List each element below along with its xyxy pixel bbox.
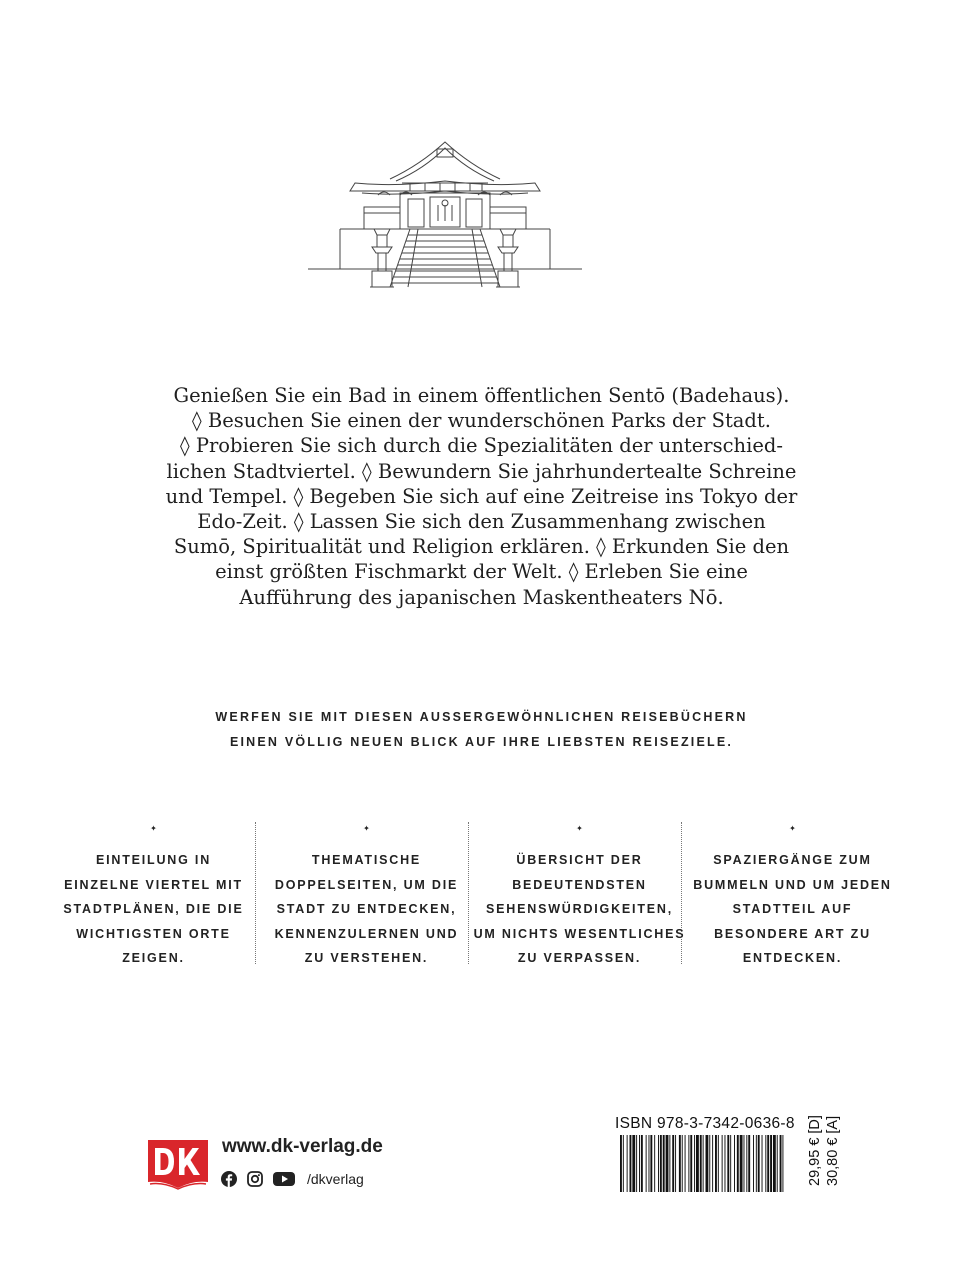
description-line: Aufführung des japanischen Maskentheaters Nō.: [239, 585, 724, 609]
barcode-bar: [658, 1135, 659, 1192]
barcode-bar: [641, 1135, 643, 1192]
feature-column-sights: [473, 820, 686, 970]
dotted-divider: [255, 822, 256, 964]
barcode-bar: [718, 1135, 719, 1192]
barcode-bar: [636, 1135, 637, 1192]
barcode-bar: [758, 1135, 760, 1192]
barcode-bar: [722, 1135, 723, 1192]
feature-line: EINZELNE VIERTEL MIT: [64, 877, 243, 892]
barcode-bar: [762, 1135, 763, 1192]
barcode-bar: [737, 1135, 739, 1192]
barcode-bar: [649, 1135, 650, 1192]
social-handle[interactable]: /dkverlag: [307, 1171, 364, 1187]
isbn-barcode: [620, 1135, 785, 1192]
feature-line: ENTDECKEN.: [742, 951, 843, 965]
feature-text: [47, 848, 260, 971]
feature-line: WICHTIGSTEN ORTE: [76, 926, 231, 941]
barcode-bar: [709, 1135, 710, 1192]
dk-logo: [146, 1138, 210, 1190]
feature-line: SPAZIERGÄNGE ZUM: [713, 853, 872, 867]
feature-line: EINTEILUNG IN: [95, 853, 212, 867]
feature-line: BESONDERE ART ZU: [714, 926, 871, 941]
barcode-bar: [639, 1135, 640, 1192]
dotted-divider: [468, 822, 469, 964]
feature-line: STADT ZU ENTDECKEN,: [276, 902, 457, 916]
feature-line: KENNENZULERNEN UND: [274, 926, 459, 941]
barcode-bar: [756, 1135, 757, 1192]
description-line: einst größten Fischmarkt der Welt. ◊ Erleben Sie eine: [215, 560, 748, 584]
star-icon: ✦: [576, 824, 583, 833]
tagline-line: EINEN VÖLLIG NEUEN BLICK AUF IHRE LIEBSTEN REISEZIELE.: [229, 735, 734, 749]
barcode-bar: [679, 1135, 681, 1192]
barcode-bar: [623, 1135, 624, 1192]
description-text: [150, 383, 813, 610]
feature-line: SEHENSWÜRDIGKEITEN,: [486, 902, 673, 916]
barcode-bar: [748, 1135, 750, 1192]
barcode-bar: [753, 1135, 754, 1192]
description-line: lichen Stadtviertel. ◊ Bewundern Sie jahrhundertealte Schreine: [166, 459, 797, 483]
feature-column-walks: [686, 820, 899, 970]
barcode-bar: [706, 1135, 709, 1192]
barcode-bar: [632, 1135, 635, 1192]
feature-line: ZU VERSTEHEN.: [304, 951, 429, 965]
barcode-bar: [767, 1135, 769, 1192]
star-icon: ✦: [150, 824, 157, 833]
feature-line: ZU VERPASSEN.: [517, 951, 642, 965]
description-line: ◊ Besuchen Sie einen der wunderschönen Parks der Stadt.: [192, 409, 771, 433]
barcode-bar: [712, 1135, 713, 1192]
feature-line: ÜBERSICHT DER: [516, 853, 643, 867]
barcode-bar: [725, 1135, 726, 1192]
barcode-bar: [740, 1135, 743, 1192]
star-icon: ✦: [363, 824, 370, 833]
feature-line: STADTPLÄNEN, DIE DIE: [63, 902, 244, 916]
barcode-bar: [630, 1135, 632, 1192]
website-link[interactable]: www.dk-verlag.de: [222, 1136, 383, 1157]
feature-column-districts: [47, 820, 260, 970]
feature-text: [260, 848, 473, 971]
barcode-bar: [660, 1135, 662, 1192]
star-icon: ✦: [789, 824, 796, 833]
barcode-bar: [690, 1135, 692, 1192]
feature-column-themes: [260, 820, 473, 970]
barcode-bar: [770, 1135, 772, 1192]
description-line: Sumō, Spiritualität und Religion erklären. ◊ Erkunden Sie den: [173, 535, 790, 559]
feature-line: BEDEUTENDSTEN: [512, 877, 647, 892]
barcode-bar: [675, 1135, 676, 1192]
feature-line: STADTTEIL AUF: [732, 902, 853, 916]
social-links: [221, 1169, 364, 1189]
feature-text: [686, 848, 899, 971]
barcode-bar: [646, 1135, 647, 1192]
description-line: Edo-Zeit. ◊ Lassen Sie sich den Zusammenhang zwischen: [197, 510, 766, 534]
barcode-bar: [703, 1135, 704, 1192]
barcode-bar: [730, 1135, 731, 1192]
price-block: [806, 1116, 846, 1186]
isbn-number: ISBN 978-3-7342-0636-8: [615, 1115, 795, 1132]
dotted-divider: [681, 822, 682, 964]
price-germany: 29,95 € [D]: [807, 1115, 823, 1186]
barcode-bar: [620, 1135, 622, 1192]
feature-text: [473, 848, 686, 971]
barcode-bar: [650, 1135, 652, 1192]
feature-line: DOPPELSEITEN, UM DIE: [274, 877, 459, 892]
barcode-bar: [685, 1135, 686, 1192]
facebook-icon[interactable]: [221, 1171, 237, 1187]
barcode-bar: [746, 1135, 747, 1192]
description-line: Genießen Sie ein Bad in einem öffentlichen Sentō (Badehaus).: [173, 384, 790, 407]
description-line: und Tempel. ◊ Begeben Sie sich auf eine Zeitreise ins Tokyo der: [165, 484, 798, 508]
barcode-bar: [765, 1135, 766, 1192]
price-austria: 30,80 € [A]: [825, 1115, 841, 1186]
barcode-bar: [669, 1135, 670, 1192]
barcode-bar: [715, 1135, 717, 1192]
tagline: [150, 705, 813, 755]
feature-line: ZEIGEN.: [122, 951, 185, 965]
barcode-bar: [777, 1135, 778, 1192]
temple-illustration: [300, 135, 590, 300]
barcode-bar: [682, 1135, 683, 1192]
barcode-bar: [780, 1135, 782, 1192]
barcode-bar: [654, 1135, 655, 1192]
barcode-bar: [672, 1135, 674, 1192]
barcode-bar: [744, 1135, 745, 1192]
barcode-bar: [782, 1135, 783, 1192]
instagram-icon[interactable]: [247, 1171, 263, 1187]
youtube-icon[interactable]: [273, 1171, 295, 1187]
tagline-line: WERFEN SIE MIT DIESEN AUSSERGEWÖHNLICHEN REISEBÜCHERN: [215, 710, 748, 724]
description-line: ◊ Probieren Sie sich durch die Spezialitäten der unterschied-: [180, 434, 783, 458]
feature-line: UM NICHTS WESENTLICHES: [473, 926, 686, 941]
barcode-bar: [727, 1135, 729, 1192]
barcode-bar: [666, 1135, 669, 1192]
barcode-bar: [773, 1135, 776, 1192]
barcode-bar: [627, 1135, 628, 1192]
features-row: [47, 820, 900, 970]
barcode-bar: [694, 1135, 695, 1192]
barcode-bar: [696, 1135, 699, 1192]
barcode-bar: [663, 1135, 665, 1192]
barcode-bar: [734, 1135, 735, 1192]
barcode-bar: [700, 1135, 702, 1192]
feature-line: BUMMELN UND UM JEDEN: [693, 877, 892, 892]
feature-line: THEMATISCHE: [311, 853, 422, 867]
barcode-bar: [688, 1135, 689, 1192]
